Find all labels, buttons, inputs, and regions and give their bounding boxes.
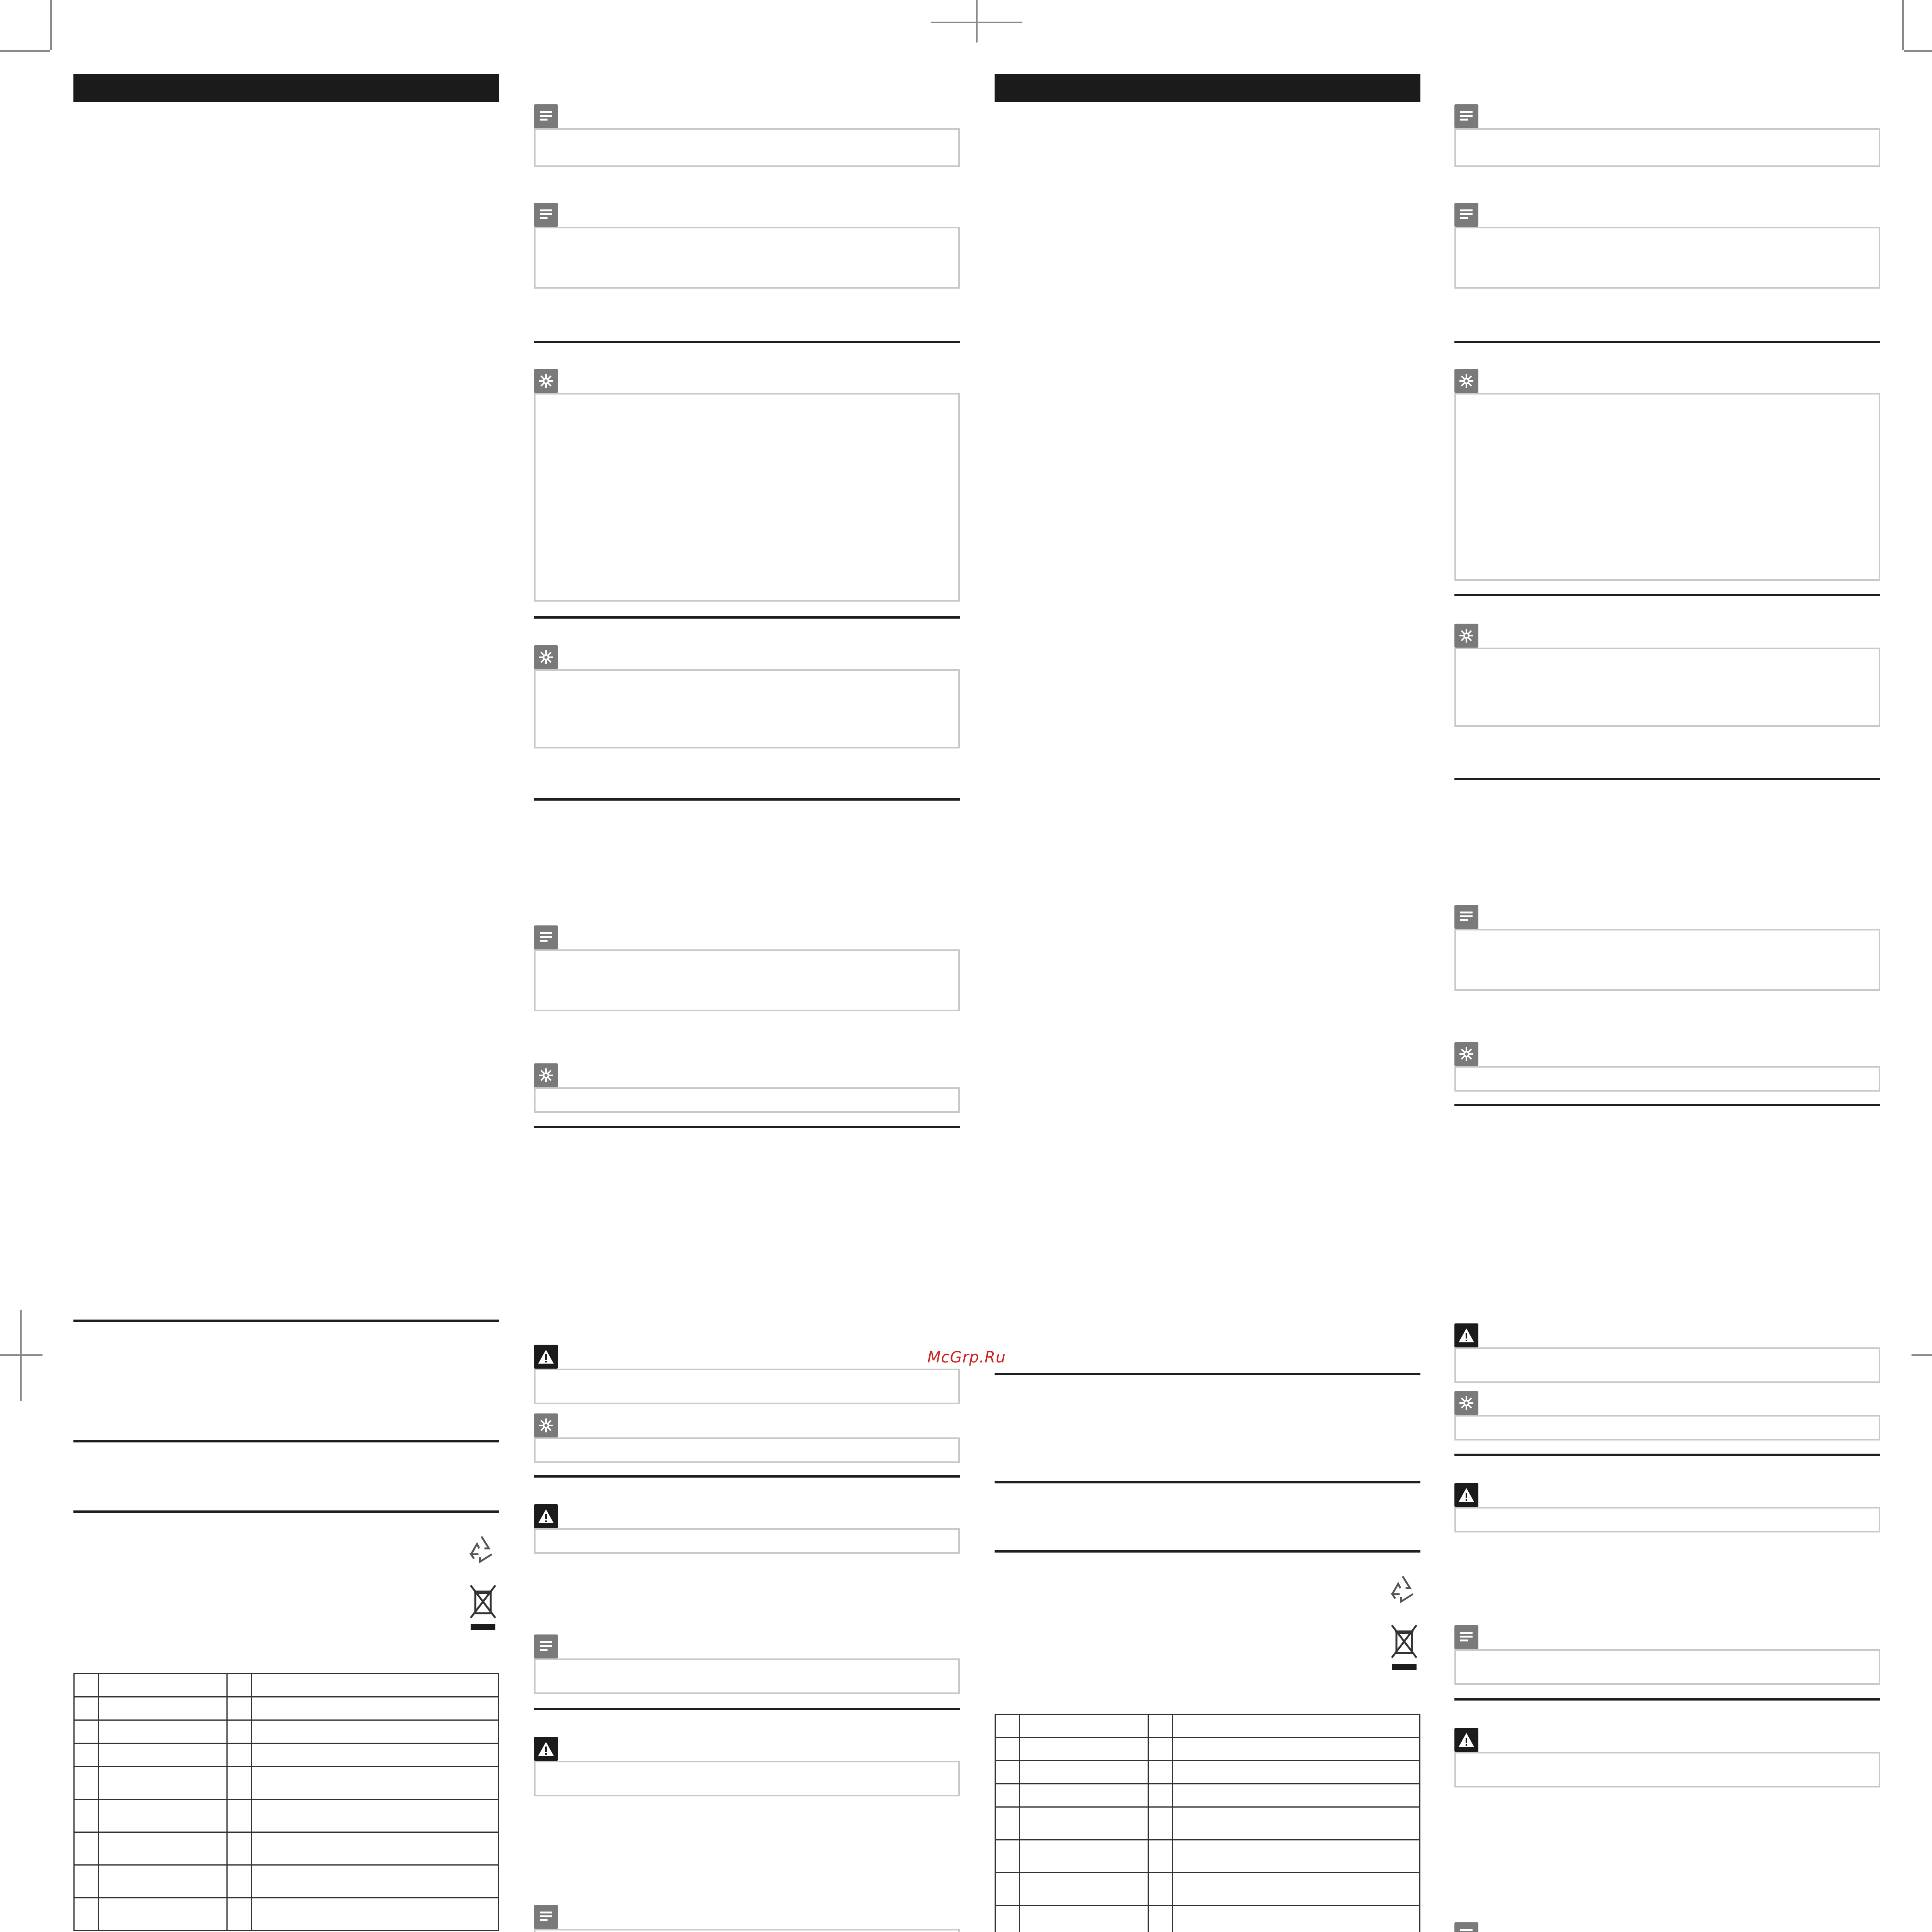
tip-box: [1454, 648, 1880, 727]
warning-icon: [1454, 1483, 1478, 1507]
note-icon: [534, 925, 558, 949]
section-divider: [995, 1550, 1420, 1553]
crop-mark: [1902, 0, 1904, 50]
section-divider: [1454, 594, 1880, 596]
tip-box: [534, 1087, 960, 1113]
warning-box: [1454, 1752, 1880, 1787]
tip-box: [534, 393, 960, 602]
section-divider: [534, 1708, 960, 1710]
note-icon: [1454, 1922, 1478, 1932]
crop-mark: [976, 0, 978, 43]
tip-icon: [1454, 1042, 1478, 1066]
tip-box: [1454, 1415, 1880, 1440]
crop-mark: [50, 0, 52, 50]
tip-icon: [1454, 1391, 1478, 1415]
note-box: [534, 949, 960, 1011]
section-divider: [73, 1510, 499, 1513]
note-icon: [534, 1634, 558, 1658]
note-box: [1454, 227, 1880, 289]
section-divider: [1454, 341, 1880, 343]
watermark: McGrp.Ru: [927, 1349, 1006, 1366]
warning-icon: [534, 1737, 558, 1761]
warning-icon: [534, 1345, 558, 1369]
section-divider: [534, 1126, 960, 1128]
crop-mark: [931, 22, 1022, 23]
note-icon: [1454, 905, 1478, 929]
note-box: [1454, 128, 1880, 167]
section-divider: [73, 1440, 499, 1442]
note-icon: [1454, 1625, 1478, 1649]
section-divider: [534, 798, 960, 801]
section-header-bar: [73, 74, 499, 102]
recycle-icon: [464, 1532, 499, 1568]
tip-icon: [534, 1413, 558, 1437]
section-divider: [1454, 778, 1880, 780]
tip-box: [534, 669, 960, 748]
tip-icon: [1454, 624, 1478, 648]
note-icon: [534, 203, 558, 227]
note-icon: [1454, 203, 1478, 227]
tip-icon: [534, 645, 558, 669]
note-box: [534, 227, 960, 289]
section-divider: [534, 341, 960, 343]
recycle-icon: [1385, 1572, 1420, 1607]
note-icon: [534, 1905, 558, 1929]
warning-icon: [1454, 1323, 1478, 1347]
note-box: [534, 1929, 960, 1932]
warning-box: [534, 1761, 960, 1796]
note-box: [534, 1658, 960, 1694]
crop-mark: [20, 1310, 22, 1401]
tip-box: [1454, 1066, 1880, 1092]
section-divider: [534, 1475, 960, 1478]
note-box: [1454, 1649, 1880, 1685]
crop-mark: [1904, 50, 1932, 52]
section-divider: [1454, 1104, 1880, 1106]
tip-icon: [1454, 369, 1478, 393]
crop-mark: [0, 50, 50, 52]
crop-mark: [1912, 1354, 1932, 1356]
note-box: [534, 128, 960, 167]
warning-box: [534, 1369, 960, 1404]
warning-box: [1454, 1347, 1880, 1383]
section-header-bar: [995, 74, 1420, 102]
tip-icon: [534, 1063, 558, 1087]
spec-table: [995, 1714, 1420, 1932]
warning-box: [1454, 1507, 1880, 1532]
section-divider: [73, 1320, 499, 1322]
tip-box: [1454, 393, 1880, 581]
warning-icon: [1454, 1728, 1478, 1752]
section-divider: [995, 1373, 1420, 1375]
note-icon: [534, 104, 558, 128]
crossed-bin-icon: [1389, 1622, 1420, 1672]
section-divider: [534, 616, 960, 619]
warning-box: [534, 1528, 960, 1554]
note-box: [1454, 929, 1880, 991]
note-icon: [1454, 104, 1478, 128]
spec-table: [73, 1673, 499, 1931]
section-divider: [995, 1481, 1420, 1483]
warning-icon: [534, 1504, 558, 1528]
crossed-bin-icon: [468, 1582, 498, 1633]
section-divider: [1454, 1454, 1880, 1456]
tip-box: [534, 1437, 960, 1463]
section-divider: [1454, 1698, 1880, 1701]
tip-icon: [534, 369, 558, 393]
